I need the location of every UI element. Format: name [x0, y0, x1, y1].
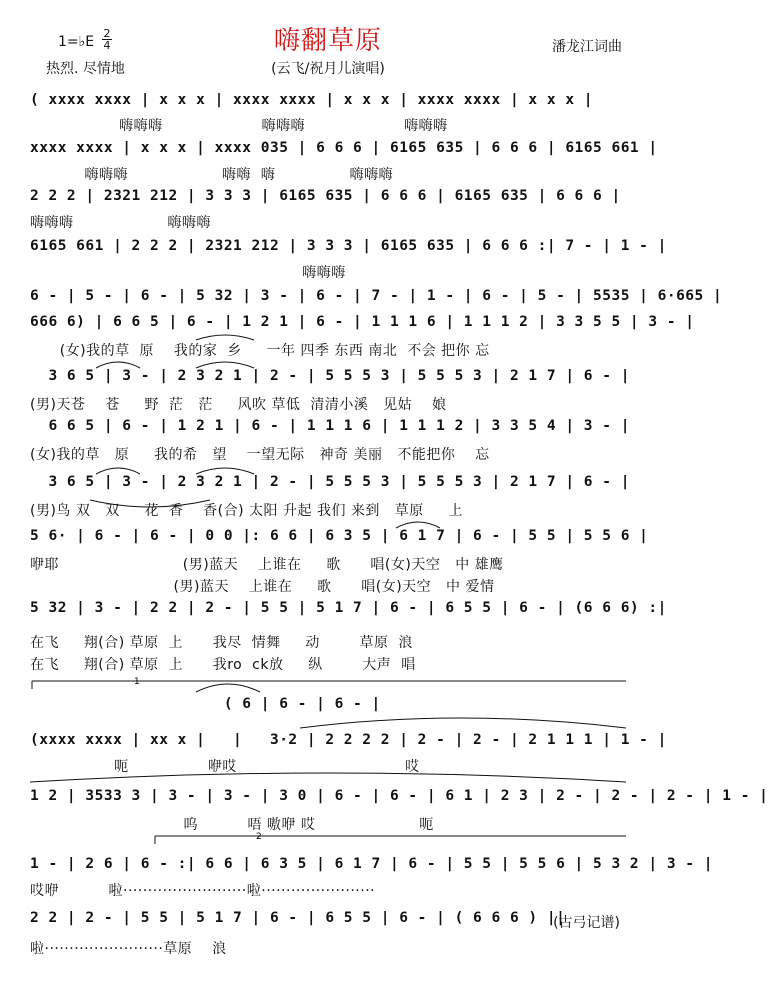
lyrics-row: 呃 咿哎 哎 [30, 759, 420, 775]
slur-mark [96, 362, 140, 368]
notation-row: 3 6 5 | 3 - | 2 3 2 1 | 2 - | 5 5 5 3 | 5 5 5 3 | 2 1 7 | 6 - | [30, 474, 630, 490]
slur-mark [196, 362, 254, 368]
slur-mark [96, 468, 140, 474]
lyrics-row: 在飞 翔(合) 草原 上 我ro ck放 纵 大声 唱 [30, 657, 416, 673]
time-signature-bottom: 4 [103, 39, 111, 52]
lyrics-row: 嗨嗨嗨 嗨嗨嗨 嗨嗨嗨 [30, 118, 448, 134]
notation-row: 3 6 5 | 3 - | 2 3 2 1 | 2 - | 5 5 5 3 | 5 5 5 3 | 2 1 7 | 6 - | [30, 368, 630, 384]
lyrics-row: 啦························草原 浪 [30, 941, 227, 957]
slur-mark [300, 718, 626, 728]
notation-row: 6165 661 | 2 2 2 | 2321 212 | 3 3 3 | 6165 635 | 6 6 6 :| 7 - | 1 - | [30, 238, 667, 254]
slur-mark [30, 773, 626, 782]
notation-row: 1 2 | 3533 3 | 3 - | 3 - | 3 0 | 6 - | 6 - | 6 1 | 2 3 | 2 - | 2 - | 2 - | 1 - | [30, 788, 768, 804]
lyrics-row: 嗨嗨嗨 [30, 265, 346, 281]
notation-row: (xxxx xxxx | xx x | | 3·2 | 2 2 2 2 | 2 - | 2 - | 2 1 1 1 | 1 - | [30, 732, 667, 748]
lyrics-row: 咿耶 (男)蓝天 上谁在 歌 唱(女)天空 中 雄鹰 [30, 557, 504, 573]
notation-row: xxxx xxxx | x x x | xxxx 035 | 6 6 6 | 6165 635 | 6 6 6 | 6165 661 | [30, 140, 658, 156]
volta-2-label: 2 [256, 832, 262, 842]
notation-row: ( 6 | 6 - | 6 - | [30, 696, 381, 712]
notation-row: 666 6) | 6 6 5 | 6 - | 1 2 1 | 6 - | 1 1 1 6 | 1 1 1 2 | 3 3 5 5 | 3 - | [30, 314, 695, 330]
lyrics-row: 嗨嗨嗨 嗨嗨嗨 [30, 215, 212, 231]
notation-row: ( xxxx xxxx | x x x | xxxx xxxx | x x x | xxxx xxxx | x x x | [30, 92, 594, 108]
lyrics-row: (男)天苍 苍 野 茫 茫 风吹 草低 清清小溪 见姑 娘 [30, 397, 447, 413]
slur-mark [196, 468, 254, 474]
lyrics-row: (男)鸟 双 双 花 香 香(合) 太阳 升起 我们 来到 草原 上 [30, 503, 464, 519]
lyrics-row: 在飞 翔(合) 草原 上 我尽 情舞 动 草原 浪 [30, 635, 413, 651]
notation-row: 6 6 5 | 6 - | 1 2 1 | 6 - | 1 1 1 6 | 1 1 1 2 | 3 3 5 4 | 3 - | [30, 418, 630, 434]
notation-row: 2 2 | 2 - | 5 5 | 5 1 7 | 6 - | 6 5 5 | 6 - | ( 6 6 6 ) || [30, 910, 566, 926]
slur-mark [396, 522, 440, 528]
song-title: 嗨翻草原 [273, 26, 382, 56]
lyrics-row: (女)我的草 原 我的希 望 一望无际 神奇 美丽 不能把你 忘 [30, 447, 490, 463]
time-signature-top: 2 [103, 27, 111, 40]
notation-row: 6 - | 5 - | 6 - | 5 32 | 3 - | 6 - | 7 - | 1 - | 6 - | 5 - | 5535 | 6·665 | [30, 288, 723, 304]
lyrics-row: 呜 唔 嗷咿 哎 呃 [30, 817, 434, 833]
notation-row: 2 2 2 | 2321 212 | 3 3 3 | 6165 635 | 6 6 6 | 6165 635 | 6 6 6 | [30, 188, 621, 204]
slur-mark [90, 500, 210, 507]
notation-row: 5 6· | 6 - | 6 - | 0 0 |: 6 6 | 6 3 5 | 6 1 7 | 6 - | 5 5 | 5 5 6 | [30, 528, 649, 544]
key-signature: 1=♭E [58, 34, 95, 50]
lyrics-row: 嗨嗨嗨 嗨嗨 嗨 嗨嗨嗨 [30, 167, 394, 183]
transcriber-credit: (古弓记谱) [553, 915, 620, 931]
lyrics-row: 哎咿 啦·························啦······················· [30, 883, 376, 899]
tempo-marking: 热烈. 尽情地 [46, 61, 125, 77]
lyrics-row: (男)蓝天 上谁在 歌 唱(女)天空 中 爱情 [30, 579, 495, 595]
slur-mark [196, 684, 260, 692]
composer-credit: 潘龙江词曲 [552, 39, 622, 55]
singers-line: (云飞/祝月儿演唱) [271, 61, 385, 77]
lyrics-row: (女)我的草 原 我的家 乡 一年 四季 东西 南北 不会 把你 忘 [30, 343, 490, 359]
slur-mark [196, 335, 254, 340]
notation-row: 1 - | 2 6 | 6 - :| 6 6 | 6 3 5 | 6 1 7 | 6 - | 5 5 | 5 5 6 | 5 3 2 | 3 - | [30, 856, 714, 872]
notation-row: 5 32 | 3 - | 2 2 | 2 - | 5 5 | 5 1 7 | 6 - | 6 5 5 | 6 - | (6 6 6) :| [30, 600, 667, 616]
volta-1-label: 1 [134, 677, 140, 687]
